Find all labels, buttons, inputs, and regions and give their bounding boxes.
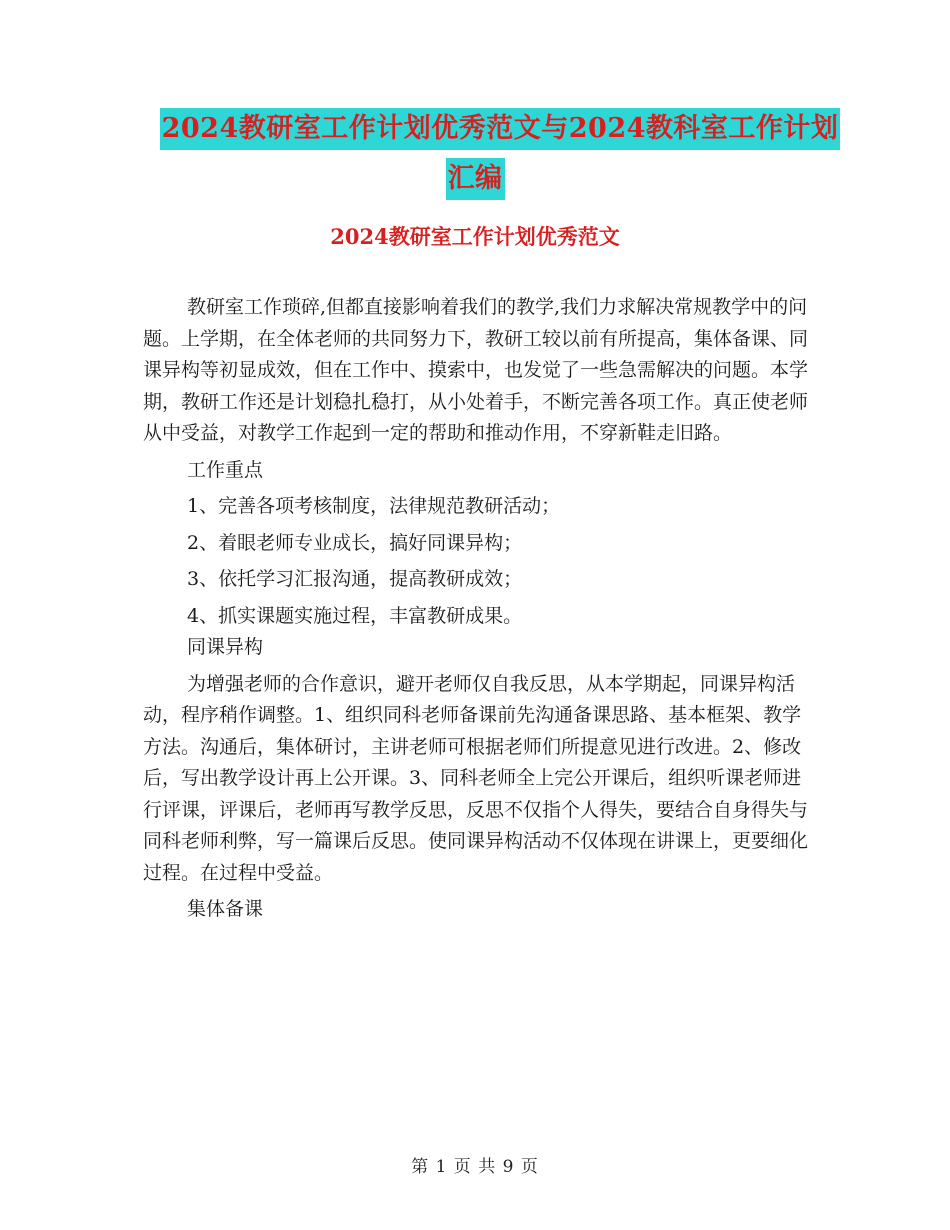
list-item: 1、完善各项考核制度，法律规范教研活动； bbox=[187, 495, 561, 517]
list-item: 4、抓实课题实施过程，丰富教研成果。 bbox=[187, 604, 523, 627]
paragraph-same-lesson: 为增强老师的合作意识，避开老师仅自我反思，从本学期起，同课异构活动，程序稍作调整。1、组织同科老师备课前先沟通备课思路、基本框架、教学方法。沟通后，集体研讨，主讲老师可根据老师们所提意见进行改进。2、修改后，写出教学设计再上公开课。3、同科老师全上完公开课后，组织听课老师进行评课，评课后，老师再写教学反思，反思不仅指个人得失，要结合自身得失与同科老师利弊，写一篇课后反思。使同课异构活动不仅体现在讲课上，更要细化过程。在过程中受益。 bbox=[143, 672, 809, 884]
heading-collective-prep: 集体备课 bbox=[187, 898, 264, 920]
page-number: 第 1 页 共 9 页 bbox=[411, 1157, 539, 1177]
paragraph-intro: 教研室工作琐碎,但都直接影响着我们的教学,我们力求解决常规教学中的问题。上学期，在全体老师的共同努力下，教研工较以前有所提高，集体备课、同课异构等初显成效，但在工作中、摸索中，也发觉了一些急需解决的问题。本学期，教研工作还是计划稳扎稳打，从小处着手，不断完善各项工作。真正使老师从中受益，对教学工作起到一定的帮助和推动作用，不穿新鞋走旧路。 bbox=[143, 296, 809, 444]
title-line-2: 汇编 bbox=[446, 158, 505, 200]
list-item: 2、着眼老师专业成长，搞好同课异构； bbox=[187, 531, 523, 554]
document-title bbox=[0, 108, 950, 200]
document-body bbox=[143, 292, 813, 926]
list-item: 3、依托学习汇报沟通，提高教研成效； bbox=[187, 568, 523, 590]
section-title: 2024教研室工作计划优秀范文 bbox=[330, 224, 620, 249]
title-line-1: 2024教研室工作计划优秀范文与2024教科室工作计划 bbox=[160, 108, 841, 150]
heading-work-focus: 工作重点 bbox=[187, 458, 264, 481]
heading-same-lesson: 同课异构 bbox=[187, 636, 264, 658]
